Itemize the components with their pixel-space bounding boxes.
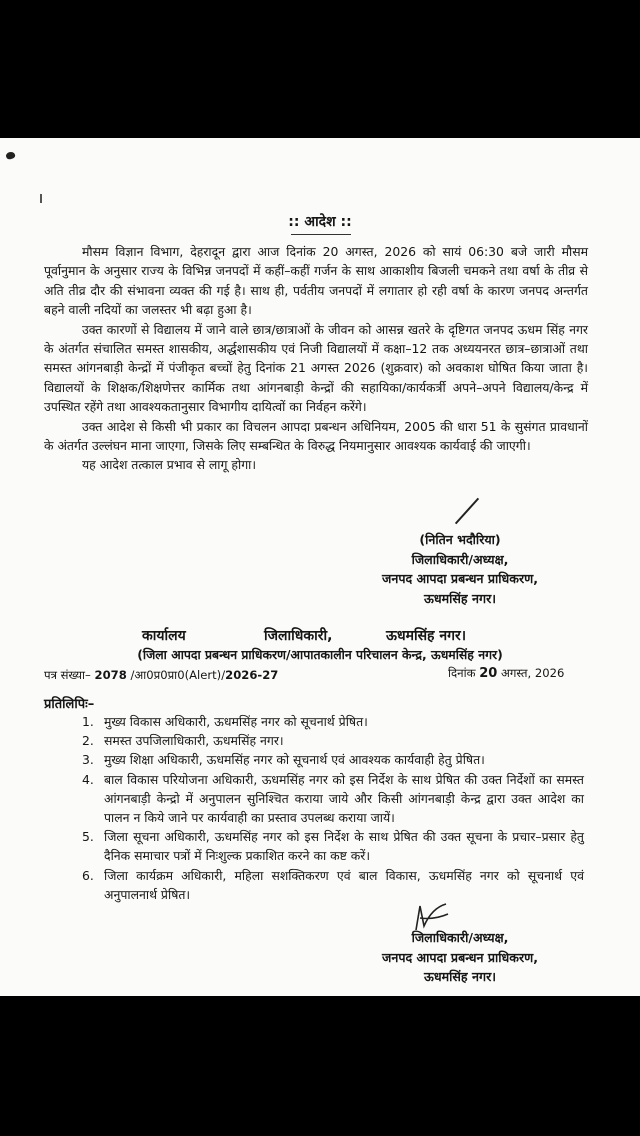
reference-label: पत्र संख्या– [44,668,91,682]
signatory-place: ऊधमसिंह नगर। [423,969,496,985]
order-body [44,242,588,475]
scan-mark [5,151,16,160]
list-item: 1. मुख्य विकास अधिकारी, ऊधमसिंह नगर को सूचनार्थ प्रेषित। [82,714,368,729]
title-underline [291,234,351,235]
letter-reference [44,668,278,683]
reference-number: 2078 [94,668,127,682]
signature-stroke [455,498,479,525]
order-paragraph-1: मौसम विज्ञान विभाग, देहरादून द्वारा आज दिनांक 20 अगस्त, 2026 को सायं 06:30 बजे जारी मौसम पूर्वानुमान के अनुसार राज्य के विभिन्न जनपदों में कहीं–कहीं गर्जन के साथ आकाशीय बिजली चमकने तथा वर्षा के तीव्र से अति तीव्र दौर की संभावना व्यक्त की गई है। साथ ही, पर्वतीय जनपदों में लगातार हो रही वर्षा के कारण जनपद अन्तर्गत बहने वाली नदियों का जलस्तर भी बढ़ा हुआ है। [44,244,588,318]
office-label: कार्यालय [142,628,186,644]
list-item: 6. जिला कार्यक्रम अधिकारी, महिला सशक्तिकरण एवं बाल विकास, ऊधमसिंह नगर को सूचनार्थ एवं अनुपालनार्थ प्रेषित। [82,867,584,902]
signatory-place: ऊधमसिंह नगर। [423,590,496,606]
office-subtitle: (जिला आपदा प्रबन्धन प्राधिकरण/आपातकालीन परिचालन केन्द्र, ऊधमसिंह नगर) [137,647,503,662]
date-day: 20 [479,666,498,681]
signature-block-bottom [340,928,580,987]
signatory-name: (नितिन भदौरिया) [419,532,501,547]
letter-date [448,666,564,681]
document-page [0,138,640,996]
office-officer: जिलाधिकारी, [264,628,333,644]
date-rest: अगस्त, 2026 [500,666,565,680]
signatory-designation: जिलाधिकारी/अध्यक्ष, [411,551,509,567]
order-paragraph-4: यह आदेश तत्काल प्रभाव से लागू होगा। [82,457,257,473]
date-label: दिनांक [448,666,476,680]
scan-tick [40,194,42,203]
list-item: 3. मुख्य शिक्षा अधिकारी, ऊधमसिंह नगर को सूचनार्थ एवं आवश्यक कार्यवाही हेतु प्रेषित। [82,752,485,768]
order-title: :: आदेश :: [288,214,352,230]
list-item: 5. जिला सूचना अधिकारी, ऊधमसिंह नगर को इस निर्देश के साथ प्रेषित की उक्त सूचना के प्रचार–प्रसार हेतु दैनिक समाचार पत्रों में निःशुल्क प्रकाशित करने का कष्ट करें। [82,829,584,864]
copy-heading: प्रतिलिपिः– [44,697,95,712]
reference-code: /आ0प्र0प्रा0(Alert)/ [130,668,226,682]
order-paragraph-2: उक्त कारणों से विद्यालय में जाने वाले छात्र/छात्राओं के जीवन को आसन्न खतरे के दृष्टिगत जनपद ऊधम सिंह नगर के अंतर्गत संचालित समस्त शासकीय, अर्द्धशासकीय एवं निजी विद्यालयों में कक्षा–12 तक अध्ययनरत छात्र–छात्राओं तथा समस्त आंगनबाड़ी केन्द्रों में पंजीकृत बच्चों हेतु दिनांक 21 अगस्त 2026 (शुक्रवार) को अवकाश घोषित किया जाता है। विद्यालयों के शिक्षक/शिक्षणेत्तर कार्मिक तथा आंगनबाड़ी केन्द्रों की सहायिका/कार्यकर्त्री अपने–अपने विद्यालय/केन्द्र में उपस्थित रहेंगे तथा आवश्यकतानुसार विभागीय दायित्वों का निर्वहन करेंगे। [44,321,588,415]
copy-list [44,712,584,904]
reference-year: 2026-27 [225,668,279,682]
signatory-authority: जनपद आपदा प्रबन्धन प्राधिकरण, [381,949,539,965]
order-paragraph-3: उक्त आदेश से किसी भी प्रकार का विचलन आपदा प्रबन्धन अधिनियम, 2005 की धारा 51 के सुसंगत प्रावधानों के अंतर्गत उल्लंघन माना जाएगा, जिसके लिए सम्बन्धित के विरुद्ध नियमानुसार आवश्यक कार्यवाई की जाएगी। [44,418,588,454]
office-place: ऊधमसिंह नगर। [386,628,467,644]
list-item: 2. समस्त उपजिलाधिकारी, ऊधमसिंह नगर। [82,733,284,749]
signature-block-top [340,530,580,608]
list-item: 4. बाल विकास परियोजना अधिकारी, ऊधमसिंह नगर को इस निर्देश के साथ प्रेषित की उक्त निर्देशों का समस्त आंगनबाड़ी केन्द्रो में अनुपालन सुनिश्चित कराया जाये और किसी आंगनबाड़ी केन्द्र द्वारा उक्त आदेश का पालन न किये जाने पर कार्यवाही का प्रस्ताव उपलब्ध कराया जायें। [82,771,584,826]
signatory-authority: जनपद आपदा प्रबन्धन प्राधिकरण, [381,571,539,587]
signatory-designation: जिलाधिकारी/अध्यक्ष, [411,930,509,945]
